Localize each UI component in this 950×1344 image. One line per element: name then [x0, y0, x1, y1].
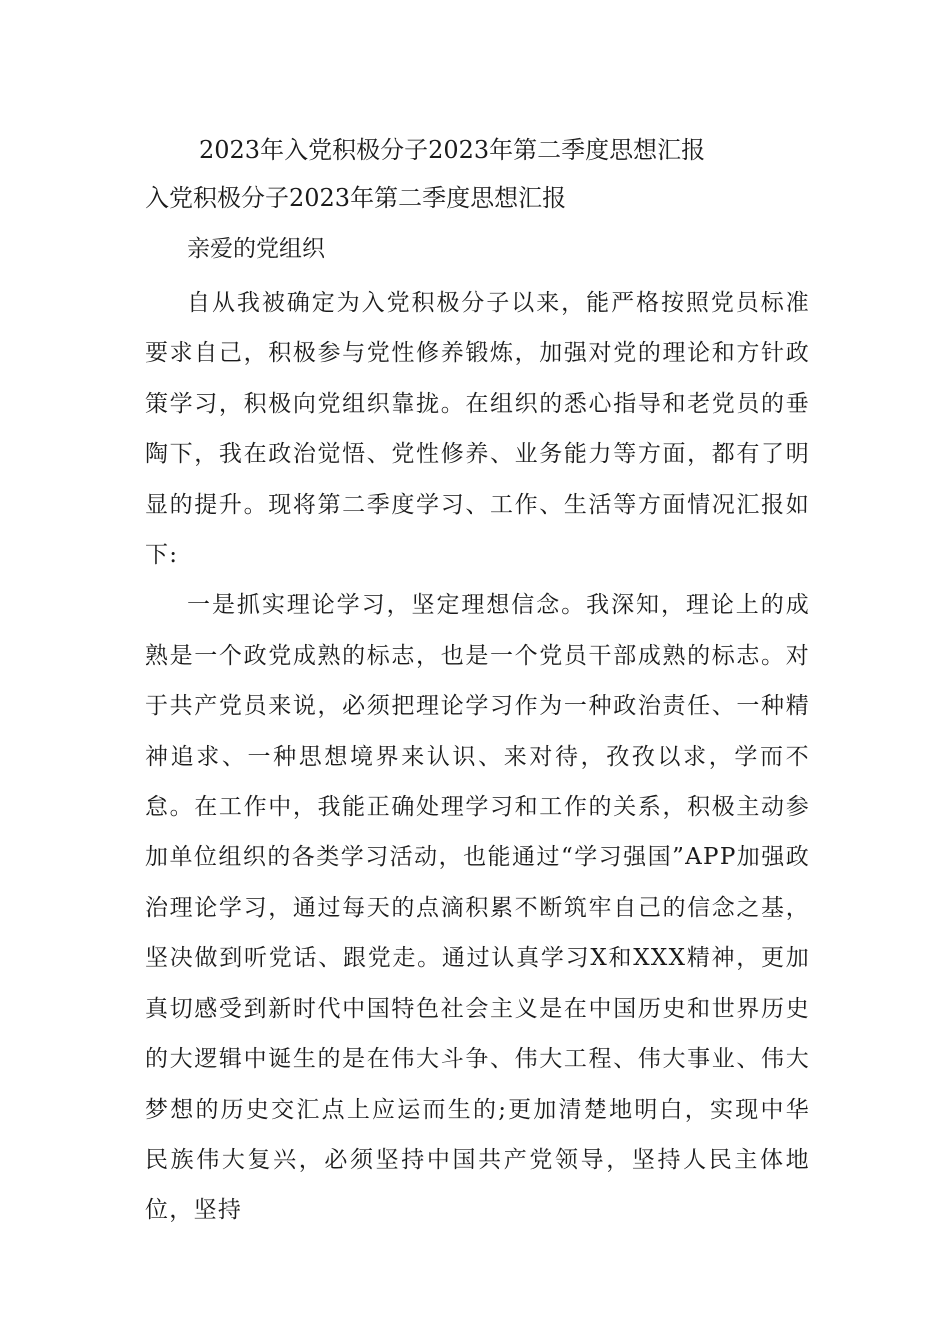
document-subtitle: 入党积极分子2023年第二季度思想汇报 [145, 184, 567, 212]
paragraph-theory-study: 一是抓实理论学习，坚定理想信念。我深知，理论上的成熟是一个政党成熟的标志，也是一个党员干部成熟的标志。对于共产党员来说，必须把理论学习作为一种政治责任、一种精神追求、一种思想境界来认识、来对待，孜孜以求，学而不怠。在工作中，我能正确处理学习和工作的关系，积极主动参加单位组织的各类学习活动，也能通过“学习强国”APP加强政治理论学习，通过每天的点滴积累不断筑牢自己的信念之基，坚决做到听党话、跟党走。通过认真学习X和XXX精神，更加真切感受到新时代中国特色社会主义是在中国历史和世界历史的大逻辑中诞生的是在伟大斗争、伟大工程、伟大事业、伟大梦想的历史交汇点上应运而生的;更加清楚地明白，实现中华民族伟大复兴，必须坚持中国共产党领导，坚持人民主体地位，坚持 [145, 592, 810, 1224]
paragraph-introduction: 自从我被确定为入党积极分子以来，能严格按照党员标准要求自己，积极参与党性修养锻炼，加强对党的理论和方针政策学习，积极向党组织靠拢。在组织的悉心指导和老党员的垂陶下，我在政治觉悟、党性修养、业务能力等方面，都有了明显的提升。现将第二季度学习、工作、生活等方面情况汇报如下: [145, 290, 810, 569]
document-title: 2023年入党积极分子2023年第二季度思想汇报 [199, 136, 706, 164]
document-body [145, 128, 810, 1236]
salutation: 亲爱的党组织 [187, 236, 325, 262]
